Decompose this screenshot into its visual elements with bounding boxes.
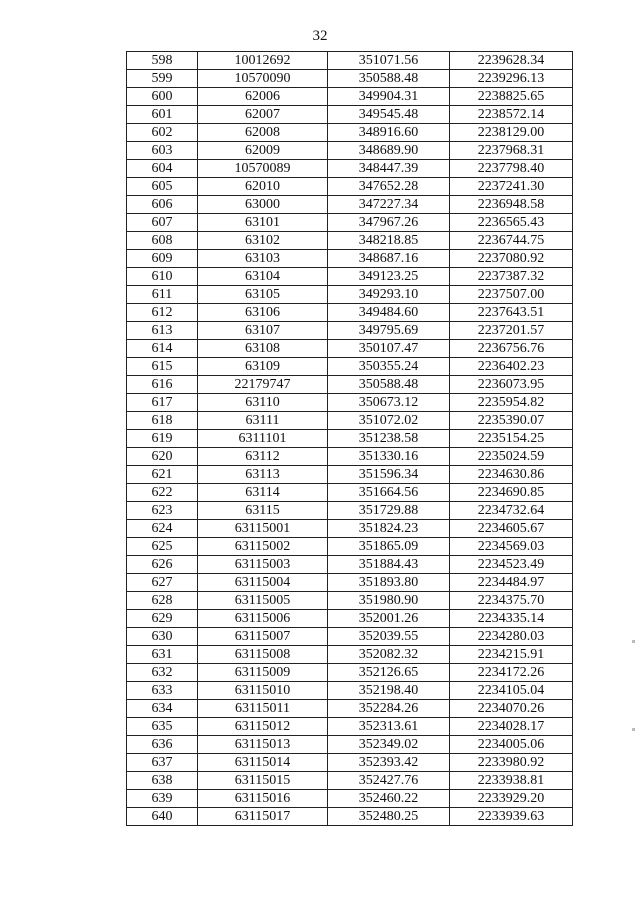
row-number-cell: 637: [127, 754, 198, 772]
y-coordinate-cell: 2238572.14: [450, 106, 573, 124]
point-id-cell: 63104: [198, 268, 328, 286]
table-row: [127, 88, 573, 106]
x-coordinate-cell: 349545.48: [328, 106, 450, 124]
y-coordinate-cell: 2234280.03: [450, 628, 573, 646]
point-id-cell: 6311101: [198, 430, 328, 448]
point-id-cell: 63115003: [198, 556, 328, 574]
y-coordinate-cell: 2234630.86: [450, 466, 573, 484]
y-coordinate-cell: 2233980.92: [450, 754, 573, 772]
point-id-cell: 63107: [198, 322, 328, 340]
y-coordinate-cell: 2237507.00: [450, 286, 573, 304]
x-coordinate-cell: 352480.25: [328, 808, 450, 826]
x-coordinate-cell: 351884.43: [328, 556, 450, 574]
row-number-cell: 607: [127, 214, 198, 232]
table-row: [127, 142, 573, 160]
table-row: [127, 412, 573, 430]
table-row: [127, 646, 573, 664]
row-number-cell: 624: [127, 520, 198, 538]
x-coordinate-cell: 350355.24: [328, 358, 450, 376]
y-coordinate-cell: 2235024.59: [450, 448, 573, 466]
table-row: [127, 232, 573, 250]
row-number-cell: 640: [127, 808, 198, 826]
x-coordinate-cell: 352460.22: [328, 790, 450, 808]
table-row: [127, 592, 573, 610]
row-number-cell: 610: [127, 268, 198, 286]
row-number-cell: 605: [127, 178, 198, 196]
x-coordinate-cell: 352313.61: [328, 718, 450, 736]
point-id-cell: 63112: [198, 448, 328, 466]
x-coordinate-cell: 351664.56: [328, 484, 450, 502]
x-coordinate-cell: 352284.26: [328, 700, 450, 718]
x-coordinate-cell: 352001.26: [328, 610, 450, 628]
table-row: [127, 430, 573, 448]
table-row: [127, 322, 573, 340]
point-id-cell: 63115: [198, 502, 328, 520]
point-id-cell: 63110: [198, 394, 328, 412]
coordinates-table: [126, 51, 573, 826]
x-coordinate-cell: 347652.28: [328, 178, 450, 196]
row-number-cell: 622: [127, 484, 198, 502]
point-id-cell: 63108: [198, 340, 328, 358]
table-row: [127, 52, 573, 70]
y-coordinate-cell: 2237643.51: [450, 304, 573, 322]
row-number-cell: 626: [127, 556, 198, 574]
y-coordinate-cell: 2236948.58: [450, 196, 573, 214]
x-coordinate-cell: 348447.39: [328, 160, 450, 178]
y-coordinate-cell: 2236073.95: [450, 376, 573, 394]
point-id-cell: 63106: [198, 304, 328, 322]
row-number-cell: 625: [127, 538, 198, 556]
x-coordinate-cell: 352039.55: [328, 628, 450, 646]
y-coordinate-cell: 2234605.67: [450, 520, 573, 538]
point-id-cell: 22179747: [198, 376, 328, 394]
x-coordinate-cell: 349293.10: [328, 286, 450, 304]
row-number-cell: 621: [127, 466, 198, 484]
table-row: [127, 754, 573, 772]
x-coordinate-cell: 348687.16: [328, 250, 450, 268]
point-id-cell: 63115009: [198, 664, 328, 682]
table-row: [127, 466, 573, 484]
y-coordinate-cell: 2237968.31: [450, 142, 573, 160]
x-coordinate-cell: 351893.80: [328, 574, 450, 592]
point-id-cell: 63115001: [198, 520, 328, 538]
point-id-cell: 62010: [198, 178, 328, 196]
row-number-cell: 609: [127, 250, 198, 268]
row-number-cell: 599: [127, 70, 198, 88]
y-coordinate-cell: 2236756.76: [450, 340, 573, 358]
table-row: [127, 286, 573, 304]
row-number-cell: 623: [127, 502, 198, 520]
y-coordinate-cell: 2237387.32: [450, 268, 573, 286]
x-coordinate-cell: 349484.60: [328, 304, 450, 322]
point-id-cell: 62008: [198, 124, 328, 142]
row-number-cell: 628: [127, 592, 198, 610]
x-coordinate-cell: 348689.90: [328, 142, 450, 160]
y-coordinate-cell: 2235954.82: [450, 394, 573, 412]
x-coordinate-cell: 349795.69: [328, 322, 450, 340]
y-coordinate-cell: 2234335.14: [450, 610, 573, 628]
table-row: [127, 358, 573, 376]
table-row: [127, 772, 573, 790]
table-row: [127, 196, 573, 214]
y-coordinate-cell: 2239296.13: [450, 70, 573, 88]
point-id-cell: 63000: [198, 196, 328, 214]
table-row: [127, 682, 573, 700]
x-coordinate-cell: 350673.12: [328, 394, 450, 412]
y-coordinate-cell: 2234028.17: [450, 718, 573, 736]
coordinates-table-body: [127, 52, 573, 826]
y-coordinate-cell: 2235154.25: [450, 430, 573, 448]
point-id-cell: 63113: [198, 466, 328, 484]
point-id-cell: 63115006: [198, 610, 328, 628]
point-id-cell: 63115014: [198, 754, 328, 772]
y-coordinate-cell: 2237241.30: [450, 178, 573, 196]
table-row: [127, 664, 573, 682]
x-coordinate-cell: 351824.23: [328, 520, 450, 538]
row-number-cell: 618: [127, 412, 198, 430]
x-coordinate-cell: 352198.40: [328, 682, 450, 700]
table-row: [127, 628, 573, 646]
y-coordinate-cell: 2237201.57: [450, 322, 573, 340]
x-coordinate-cell: 352126.65: [328, 664, 450, 682]
y-coordinate-cell: 2237798.40: [450, 160, 573, 178]
x-coordinate-cell: 349904.31: [328, 88, 450, 106]
y-coordinate-cell: 2234105.04: [450, 682, 573, 700]
x-coordinate-cell: 347967.26: [328, 214, 450, 232]
y-coordinate-cell: 2234070.26: [450, 700, 573, 718]
point-id-cell: 63115004: [198, 574, 328, 592]
table-row: [127, 790, 573, 808]
x-coordinate-cell: 352082.32: [328, 646, 450, 664]
y-coordinate-cell: 2234215.91: [450, 646, 573, 664]
y-coordinate-cell: 2234732.64: [450, 502, 573, 520]
point-id-cell: 63102: [198, 232, 328, 250]
y-coordinate-cell: 2236402.23: [450, 358, 573, 376]
point-id-cell: 63115012: [198, 718, 328, 736]
table-row: [127, 502, 573, 520]
scan-speck: [632, 640, 635, 643]
x-coordinate-cell: 351865.09: [328, 538, 450, 556]
point-id-cell: 63115010: [198, 682, 328, 700]
point-id-cell: 63115007: [198, 628, 328, 646]
point-id-cell: 62007: [198, 106, 328, 124]
y-coordinate-cell: 2237080.92: [450, 250, 573, 268]
y-coordinate-cell: 2236565.43: [450, 214, 573, 232]
point-id-cell: 63105: [198, 286, 328, 304]
point-id-cell: 62009: [198, 142, 328, 160]
row-number-cell: 612: [127, 304, 198, 322]
y-coordinate-cell: 2239628.34: [450, 52, 573, 70]
table-row: [127, 268, 573, 286]
y-coordinate-cell: 2234172.26: [450, 664, 573, 682]
x-coordinate-cell: 351729.88: [328, 502, 450, 520]
point-id-cell: 10570090: [198, 70, 328, 88]
table-row: [127, 106, 573, 124]
row-number-cell: 603: [127, 142, 198, 160]
x-coordinate-cell: 350107.47: [328, 340, 450, 358]
y-coordinate-cell: 2235390.07: [450, 412, 573, 430]
table-row: [127, 736, 573, 754]
x-coordinate-cell: 350588.48: [328, 376, 450, 394]
point-id-cell: 63115015: [198, 772, 328, 790]
row-number-cell: 604: [127, 160, 198, 178]
row-number-cell: 615: [127, 358, 198, 376]
table-row: [127, 484, 573, 502]
row-number-cell: 606: [127, 196, 198, 214]
row-number-cell: 617: [127, 394, 198, 412]
row-number-cell: 616: [127, 376, 198, 394]
row-number-cell: 632: [127, 664, 198, 682]
row-number-cell: 619: [127, 430, 198, 448]
y-coordinate-cell: 2234005.06: [450, 736, 573, 754]
x-coordinate-cell: 351980.90: [328, 592, 450, 610]
row-number-cell: 636: [127, 736, 198, 754]
table-row: [127, 574, 573, 592]
row-number-cell: 614: [127, 340, 198, 358]
point-id-cell: 63109: [198, 358, 328, 376]
point-id-cell: 63115013: [198, 736, 328, 754]
row-number-cell: 620: [127, 448, 198, 466]
y-coordinate-cell: 2234523.49: [450, 556, 573, 574]
table-row: [127, 70, 573, 88]
row-number-cell: 634: [127, 700, 198, 718]
row-number-cell: 600: [127, 88, 198, 106]
x-coordinate-cell: 352349.02: [328, 736, 450, 754]
table-row: [127, 178, 573, 196]
table-row: [127, 538, 573, 556]
x-coordinate-cell: 350588.48: [328, 70, 450, 88]
row-number-cell: 633: [127, 682, 198, 700]
table-row: [127, 448, 573, 466]
row-number-cell: 613: [127, 322, 198, 340]
table-row: [127, 610, 573, 628]
point-id-cell: 63115016: [198, 790, 328, 808]
x-coordinate-cell: 347227.34: [328, 196, 450, 214]
table-row: [127, 124, 573, 142]
x-coordinate-cell: 348218.85: [328, 232, 450, 250]
row-number-cell: 629: [127, 610, 198, 628]
x-coordinate-cell: 348916.60: [328, 124, 450, 142]
point-id-cell: 10570089: [198, 160, 328, 178]
row-number-cell: 611: [127, 286, 198, 304]
row-number-cell: 631: [127, 646, 198, 664]
table-row: [127, 718, 573, 736]
row-number-cell: 630: [127, 628, 198, 646]
table-row: [127, 556, 573, 574]
x-coordinate-cell: 349123.25: [328, 268, 450, 286]
table-row: [127, 250, 573, 268]
table-row: [127, 160, 573, 178]
y-coordinate-cell: 2234375.70: [450, 592, 573, 610]
table-row: [127, 808, 573, 826]
point-id-cell: 63115002: [198, 538, 328, 556]
page-number: 32: [312, 28, 328, 44]
scan-speck: [632, 728, 635, 731]
point-id-cell: 63103: [198, 250, 328, 268]
table-row: [127, 394, 573, 412]
row-number-cell: 627: [127, 574, 198, 592]
row-number-cell: 639: [127, 790, 198, 808]
point-id-cell: 63114: [198, 484, 328, 502]
table-row: [127, 304, 573, 322]
y-coordinate-cell: 2238129.00: [450, 124, 573, 142]
point-id-cell: 63111: [198, 412, 328, 430]
row-number-cell: 608: [127, 232, 198, 250]
y-coordinate-cell: 2234690.85: [450, 484, 573, 502]
x-coordinate-cell: 352427.76: [328, 772, 450, 790]
x-coordinate-cell: 352393.42: [328, 754, 450, 772]
row-number-cell: 598: [127, 52, 198, 70]
table-row: [127, 340, 573, 358]
y-coordinate-cell: 2234484.97: [450, 574, 573, 592]
table-row: [127, 214, 573, 232]
row-number-cell: 602: [127, 124, 198, 142]
x-coordinate-cell: 351238.58: [328, 430, 450, 448]
y-coordinate-cell: 2233938.81: [450, 772, 573, 790]
y-coordinate-cell: 2238825.65: [450, 88, 573, 106]
point-id-cell: 63115008: [198, 646, 328, 664]
point-id-cell: 63115011: [198, 700, 328, 718]
row-number-cell: 638: [127, 772, 198, 790]
y-coordinate-cell: 2233929.20: [450, 790, 573, 808]
x-coordinate-cell: 351072.02: [328, 412, 450, 430]
y-coordinate-cell: 2234569.03: [450, 538, 573, 556]
x-coordinate-cell: 351330.16: [328, 448, 450, 466]
y-coordinate-cell: 2233939.63: [450, 808, 573, 826]
point-id-cell: 63115017: [198, 808, 328, 826]
point-id-cell: 63101: [198, 214, 328, 232]
y-coordinate-cell: 2236744.75: [450, 232, 573, 250]
x-coordinate-cell: 351071.56: [328, 52, 450, 70]
table-row: [127, 376, 573, 394]
point-id-cell: 63115005: [198, 592, 328, 610]
point-id-cell: 10012692: [198, 52, 328, 70]
point-id-cell: 62006: [198, 88, 328, 106]
row-number-cell: 601: [127, 106, 198, 124]
x-coordinate-cell: 351596.34: [328, 466, 450, 484]
table-row: [127, 700, 573, 718]
row-number-cell: 635: [127, 718, 198, 736]
table-row: [127, 520, 573, 538]
